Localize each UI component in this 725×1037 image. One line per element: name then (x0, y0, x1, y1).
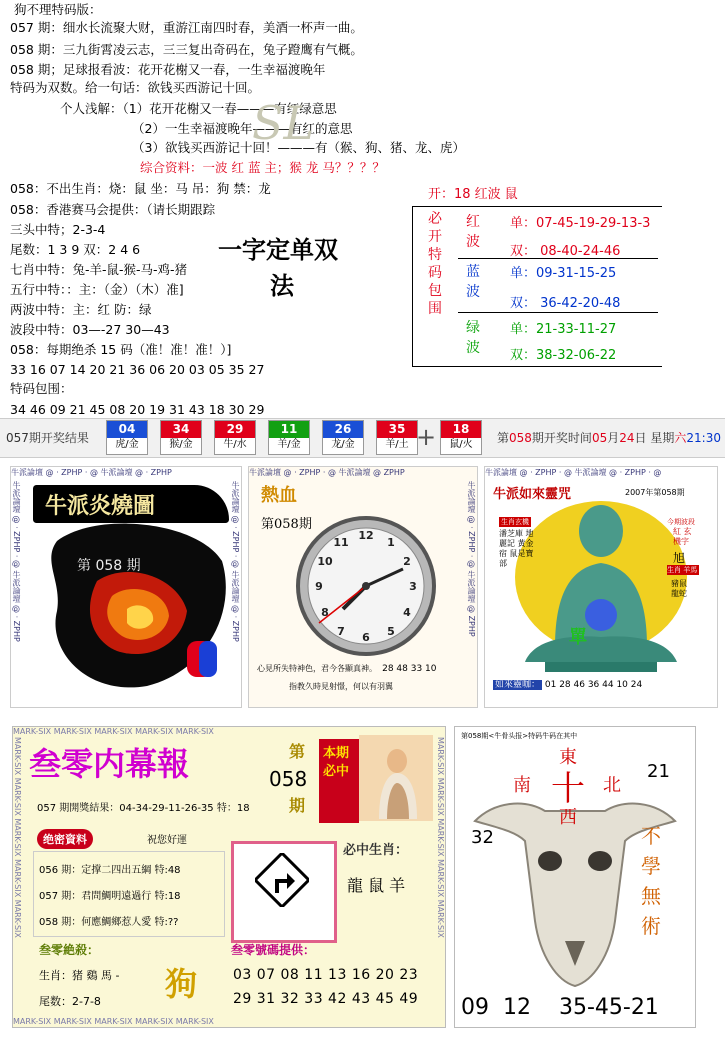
page-title: 狗不理特码版： (14, 2, 102, 17)
panel-ox-skull (454, 726, 696, 1028)
wave-green-single: 单：21-33-11-27 (510, 322, 617, 337)
skull-bottom-numbers: 09 12 35-45-21 (461, 995, 659, 1020)
buddha-numbers: 如來靈咖： 01 28 46 36 44 10 24 (495, 680, 643, 690)
svg-text:4: 4 (403, 606, 411, 619)
svg-text:5: 5 (387, 625, 395, 638)
side-label: 必开特码包围 (428, 211, 442, 317)
buddha-title: 牛派如來靈咒 (493, 487, 572, 502)
clock-graphic (291, 511, 441, 661)
insider-zodiac-label: 必中生肖： (343, 843, 409, 858)
insider-nums-row-1: 03 07 08 11 13 16 20 23 (233, 967, 419, 983)
svg-text:6: 6 (362, 631, 370, 644)
tip-line: 特码为双数。给一句话：欲钱买西游记十回。 (10, 80, 261, 95)
explain-1: 个人浅解：（1）花开花榭又一春———有红绿意思 (60, 101, 337, 116)
result-ball: 04 虎/金 (106, 420, 148, 455)
panel-buddha: 牛派論壇 @ · ZPHP · @ 牛派論壇 @ · ZPHP · @ 牛派如來靈咒 2007年第058期 生肖玄機 潘芝庫 地麗記 黃金宿 鼠是寶部 今期波段 紅 玄機字 旭 生肖 羊馬 豬鼠 龍蛇 單 如來靈咖： 01 28 46 36 44 10 24 (484, 466, 718, 708)
stamp-text-2: 法 (270, 272, 294, 300)
panel-clock: 牛派論壇 @ · ZPHP · @ 牛派論壇 @ ZPHP 牛派論壇 @ · ZPHP · @ 牛派論壇 @ ZPHP 熱血 第058期 12 3 6 9 1 2 4 5 7 8 10 11 心見所失特神色，君今各顯真神。 28 48 33 10 指教久時見射憬，何以有羽翼 (248, 466, 478, 708)
wave-blue-label: 蓝波 (466, 264, 480, 300)
next-draw-time: 第058期开奖时间05月24日 星期六21:30 (497, 431, 721, 445)
wave-blue-double: 双： 36-42-20-48 (510, 296, 621, 311)
left-line-11: 特码包围： (10, 381, 73, 396)
insider-title: 叁零内幕報 (29, 745, 190, 783)
svg-text:7: 7 (337, 625, 345, 638)
skull-header: 第058期<牛骨头报>特码牛码在其中 (461, 732, 578, 740)
result-ball: 34 猴/金 (160, 420, 202, 455)
skull-east: 東 (559, 747, 577, 768)
clock-title: 熱血 (261, 485, 297, 506)
insider-nums-row-2: 29 31 32 33 42 43 45 49 (233, 991, 419, 1007)
open-result: 开：18 红波 鼠 (428, 187, 518, 202)
result-ball: 35 羊/土 (376, 420, 418, 455)
panel-insider: MARK-SIX MARK-SIX MARK-SIX MARK-SIX MARK-SIX MARK-SIX MARK-SIX MARK-SIX MARK-SIX MARK-SIX MARK-SIX MARK-SIX MARK-SIX MARK-SIX MARK-SIX MARK-SIX MARK-SIX MARK-SIX MARK-SIX MARK-SIX 叁零内幕報 第 058 期 本期必中 057 期開獎結果：04-34-29-11-26-35 特：18 绝密資料 祝您好運 056 期：定撑二四出五綱 特:48 057 期：君問鯛明遠過行 特:18 058 期：何應鯛鄉惹人愛 特:?? 必中生肖： 龍 鼠 羊 叁零絶殺： 生肖：猪 鷄 馬 - 尾数：2-7-8 狗 叁零號碼提供： 03 07 08 11 13 16 20 23 29 31 32 33 42 43 45 49 (13, 727, 445, 1026)
buddha-right-char: 旭 (673, 551, 686, 565)
wave-green-double: 双：38-32-06-22 (510, 348, 617, 363)
result-ball: 11 羊/金 (268, 420, 310, 455)
wave-blue-single: 单：09-31-15-25 (510, 266, 617, 281)
panel-flame: 牛派論壇 @ · ZPHP · @ 牛派論壇 @ · ZPHP 牛派論壇 @ · ZPHP · @ 牛派論壇 @ · ZPHP 牛派論壇 @ · ZPHP · @ 牛派論壇 @ · ZPHP 牛派炎燒圖 第 058 期 鼠 (10, 466, 242, 708)
svg-text:9: 9 (315, 580, 323, 593)
svg-text:1: 1 (387, 536, 395, 549)
verse-057: 057 期：细水长流聚大财，重游江南四时春，美酒一杯声一曲。 (10, 20, 363, 35)
left-line-5: 七肖中特：兔-羊-鼠-猴-马-鸡-猪 (10, 262, 188, 277)
insider-big-char: 狗 (165, 965, 198, 1003)
results-label: 057期开奖结果 (6, 431, 89, 445)
insider-qi: 期 (289, 796, 306, 815)
left-line-10: 33 16 07 14 20 21 36 06 20 03 05 35 27 (10, 362, 265, 377)
wave-red-single: 单：07-45-19-29-13-3 (510, 216, 651, 231)
wave-red-double: 双： 08-40-24-46 (510, 244, 621, 259)
wave-green-label: 绿波 (466, 320, 480, 356)
guanyin-graphic (359, 735, 433, 821)
insider-badge: 绝密資料 (37, 829, 93, 849)
left-line-6: 五行中特：：主：（金）（木）准] (10, 282, 184, 297)
buddha-center-char: 單 (569, 627, 587, 648)
skull-west: 西 (559, 807, 577, 828)
svg-text:2: 2 (403, 555, 411, 568)
stamp-text-1: 一字定单双 (218, 236, 338, 264)
left-line-8: 波段中特：03—-27 30—43 (10, 322, 170, 337)
left-line-4: 尾数：1 3 9 双：2 4 6 (10, 242, 141, 257)
left-line-3: 三头中特；2-3-4 (10, 222, 106, 237)
plus-sign: + (416, 423, 437, 451)
skull-number-21: 21 (647, 761, 670, 782)
svg-text:10: 10 (317, 555, 333, 568)
insider-wish: 祝您好運 (147, 835, 187, 846)
flame-graphic (37, 521, 233, 697)
svg-text:11: 11 (333, 536, 349, 549)
summary-line: 综合资料：一波 红 蓝 主；猴 龙 马？？？？ (140, 160, 385, 175)
explain-3: （3）欲钱买西游记十回！———有（猴、狗、猪、龙、虎） (132, 140, 465, 155)
insider-zodiac: 龍 鼠 羊 (347, 876, 406, 895)
left-line-9: 058：每期绝杀 15 码（准！准！准！）] (10, 342, 232, 357)
insider-issue: 058 (269, 767, 308, 791)
insider-nums-label: 叁零號碼提供： (231, 943, 316, 957)
buddha-right-badge-2: 生肖 羊馬 (667, 566, 698, 574)
buddha-right-text-2: 豬鼠 龍蛇 (671, 579, 687, 598)
flame-issue: 第 058 期 (77, 558, 141, 574)
left-line-2: 058：香港赛马会提供：（请长期跟踪 (10, 202, 216, 217)
left-line-12: 34 46 09 21 45 08 20 19 31 43 18 30 29 (10, 402, 265, 417)
insider-row-056: 056 期：定撑二四出五綱 特:48 (39, 865, 181, 876)
clock-caption-2: 指教久時見射憬，何以有羽翼 (289, 682, 393, 691)
watermark-logo: SL (252, 96, 315, 150)
clock-caption: 心見所失特神色，君今各顯真神。 28 48 33 10 (257, 664, 437, 674)
buddha-right-text: 紅 玄機字 (673, 527, 692, 546)
left-line-7: 两波中特：主：红 防：绿 (10, 302, 152, 317)
skull-number-32: 32 (471, 827, 494, 848)
special-ball: 18 鼠/火 (440, 420, 482, 455)
turn-sign-icon (255, 853, 309, 907)
buddha-year: 2007年第058期 (625, 488, 685, 497)
insider-absolute-tail: 尾数：2-7-8 (39, 995, 101, 1008)
insider-absolute-label: 叁零絶殺： (39, 943, 100, 957)
skull-north: 北 (603, 775, 621, 796)
svg-text:3: 3 (409, 580, 417, 593)
insider-must: 本期必中 (323, 746, 350, 779)
skull-ten: 十 (551, 769, 585, 809)
svg-text:12: 12 (358, 529, 374, 542)
buddha-right-badge: 今期波段 (667, 518, 695, 526)
skull-vertical-text: 不學無術 (641, 824, 661, 938)
svg-text:8: 8 (321, 606, 329, 619)
skull-south: 南 (513, 775, 531, 796)
result-ball: 29 牛/水 (214, 420, 256, 455)
explain-2: （2）一生幸福渡晚年———有红的意思 (132, 121, 353, 136)
insider-row-058: 058 期：何應鯛鄉惹人愛 特:?? (39, 917, 179, 928)
buddha-left-text: 潘芝庫 地麗記 黃金宿 鼠是寶部 (499, 529, 534, 568)
wave-red-label: 红波 (466, 214, 480, 250)
verse-058: 058 期：三九街霄凌云志，三三复出奇码在，兔子蹬鹰有气概。 (10, 42, 363, 57)
insider-result-line: 057 期開獎結果：04-34-29-11-26-35 特：18 (37, 803, 250, 814)
flame-title: 牛派炎燒圖 (45, 494, 156, 519)
left-line-1: 058：不出生肖：烧：鼠 坐：马 吊：狗 禁：龙 (10, 181, 271, 196)
result-ball: 26 龙/金 (322, 420, 364, 455)
insider-absolute-zodiac: 生肖：猪 鷄 馬 - (39, 969, 120, 982)
football-verse: 058 期；足球报看波：花开花榭又一春，一生幸福渡晚年 (10, 62, 326, 77)
buddha-left-badge: 生肖玄機 (501, 518, 529, 526)
insider-row-057: 057 期：君問鯛明遠過行 特:18 (39, 891, 181, 902)
clock-issue: 第058期 (261, 517, 312, 532)
insider-di: 第 (289, 742, 306, 761)
flame-corner: 鼠 (15, 687, 28, 701)
